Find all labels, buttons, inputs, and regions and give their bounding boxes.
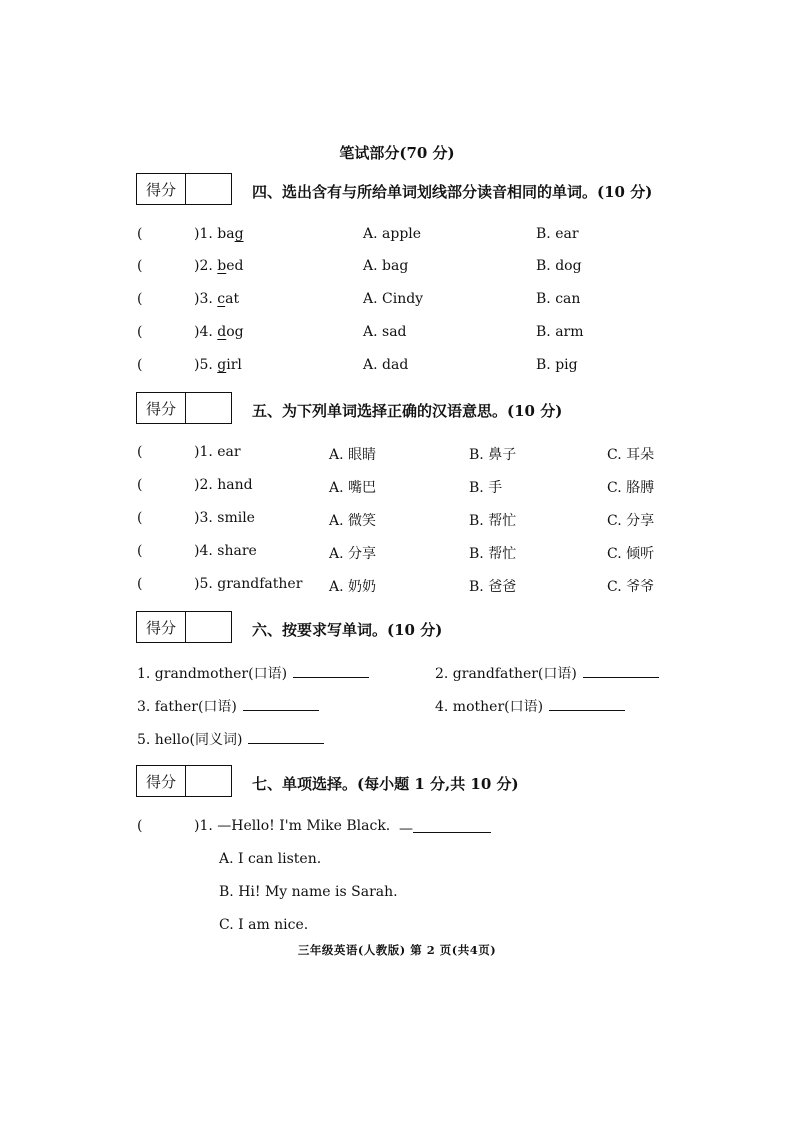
option-a: A. 嘴巴 — [329, 480, 377, 496]
score-box — [136, 392, 232, 424]
s6-row — [0, 663, 794, 687]
s4-question-row — [0, 291, 794, 315]
option-a: A. I can listen. — [219, 851, 322, 867]
write-item: 4. mother(口语) — [435, 696, 625, 716]
option-a: A. Cindy — [363, 291, 424, 307]
option-row — [0, 917, 794, 941]
s5-question-row — [0, 576, 794, 600]
write-item: 1. grandmother(口语) — [137, 663, 369, 683]
answer-paren[interactable]: ( — [137, 324, 143, 340]
reply-line: — — [399, 818, 491, 837]
score-label: 得分 — [137, 766, 186, 796]
page-footer: 三年级英语(人教版) 第 2 页(共4页) — [297, 943, 497, 957]
option-a: A. apple — [363, 226, 422, 242]
question-number: )5. girl — [194, 357, 242, 373]
s5-question-row — [0, 543, 794, 567]
option-b: B. arm — [536, 324, 584, 340]
question-word: )2. hand — [194, 477, 253, 493]
question-word: )3. smile — [194, 510, 255, 526]
option-b: B. 帮忙 — [469, 513, 517, 529]
s6-row — [0, 696, 794, 720]
score-input-area[interactable] — [186, 393, 231, 423]
option-b: B. ear — [536, 226, 579, 242]
answer-blank[interactable] — [549, 696, 625, 711]
option-c: C. 胳膊 — [607, 480, 655, 496]
write-item: 5. hello(同义词) — [137, 729, 324, 749]
score-box — [136, 765, 232, 797]
s4-question-row — [0, 226, 794, 250]
option-a: A. 眼睛 — [329, 447, 377, 463]
question-number: )1. bag — [194, 226, 244, 242]
option-a: A. bag — [363, 258, 409, 274]
score-box — [136, 611, 232, 643]
answer-blank[interactable] — [293, 663, 369, 678]
option-b: B. 帮忙 — [469, 546, 517, 562]
option-a: A. 微笑 — [329, 513, 377, 529]
score-input-area[interactable] — [186, 766, 231, 796]
question-word: )5. grandfather — [194, 576, 303, 592]
s5-question-row — [0, 444, 794, 468]
s6-row — [0, 729, 794, 753]
answer-paren[interactable]: ( — [137, 543, 143, 559]
option-b: B. 爸爸 — [469, 579, 517, 595]
s7-question-row — [0, 818, 794, 842]
option-a: A. 分享 — [329, 546, 377, 562]
write-item: 2. grandfather(口语) — [435, 663, 659, 683]
answer-paren[interactable]: ( — [137, 818, 143, 834]
question-text: )1. —Hello! I'm Mike Black. — [194, 818, 391, 834]
question-word: )1. ear — [194, 444, 241, 460]
option-a: A. sad — [363, 324, 407, 340]
option-row — [0, 851, 794, 875]
answer-paren[interactable]: ( — [137, 444, 143, 460]
option-b: B. 手 — [469, 480, 503, 496]
answer-paren[interactable]: ( — [137, 477, 143, 493]
question-number: )4. dog — [194, 324, 244, 340]
score-label: 得分 — [137, 174, 186, 204]
option-c: C. I am nice. — [219, 917, 309, 933]
s4-question-row — [0, 357, 794, 381]
score-box — [136, 173, 232, 205]
option-a: A. dad — [363, 357, 409, 373]
answer-blank[interactable] — [248, 729, 324, 744]
write-item: 3. father(口语) — [137, 696, 319, 716]
score-input-area[interactable] — [186, 612, 231, 642]
answer-blank[interactable] — [583, 663, 659, 678]
s5-question-row — [0, 510, 794, 534]
question-number: )3. cat — [194, 291, 240, 307]
section-7-heading: 七、单项选择。(每小题 1 分,共 10 分) — [252, 775, 519, 793]
answer-paren[interactable]: ( — [137, 291, 143, 307]
question-number: )2. bed — [194, 258, 244, 274]
s4-question-row — [0, 258, 794, 282]
option-b: B. can — [536, 291, 581, 307]
score-label: 得分 — [137, 612, 186, 642]
option-b: B. pig — [536, 357, 578, 373]
option-c: C. 分享 — [607, 513, 655, 529]
answer-paren[interactable]: ( — [137, 258, 143, 274]
section-4-heading: 四、选出含有与所给单词划线部分读音相同的单词。(10 分) — [252, 183, 653, 201]
answer-paren[interactable]: ( — [137, 226, 143, 242]
answer-paren[interactable]: ( — [137, 576, 143, 592]
section-6-heading: 六、按要求写单词。(10 分) — [252, 621, 443, 639]
option-b: B. dog — [536, 258, 582, 274]
option-a: A. 奶奶 — [329, 579, 377, 595]
option-c: C. 耳朵 — [607, 447, 655, 463]
s4-question-row — [0, 324, 794, 348]
option-c: C. 倾听 — [607, 546, 655, 562]
section-5-heading: 五、为下列单词选择正确的汉语意思。(10 分) — [252, 402, 563, 420]
score-input-area[interactable] — [186, 174, 231, 204]
answer-blank[interactable] — [243, 696, 319, 711]
option-row — [0, 884, 794, 908]
answer-blank[interactable] — [413, 818, 491, 833]
answer-paren[interactable]: ( — [137, 510, 143, 526]
option-b: B. Hi! My name is Sarah. — [219, 884, 398, 900]
option-c: C. 爷爷 — [607, 579, 655, 595]
page-title: 笔试部分(70 分) — [339, 144, 455, 162]
score-label: 得分 — [137, 393, 186, 423]
option-b: B. 鼻子 — [469, 447, 517, 463]
answer-paren[interactable]: ( — [137, 357, 143, 373]
question-word: )4. share — [194, 543, 257, 559]
s5-question-row — [0, 477, 794, 501]
